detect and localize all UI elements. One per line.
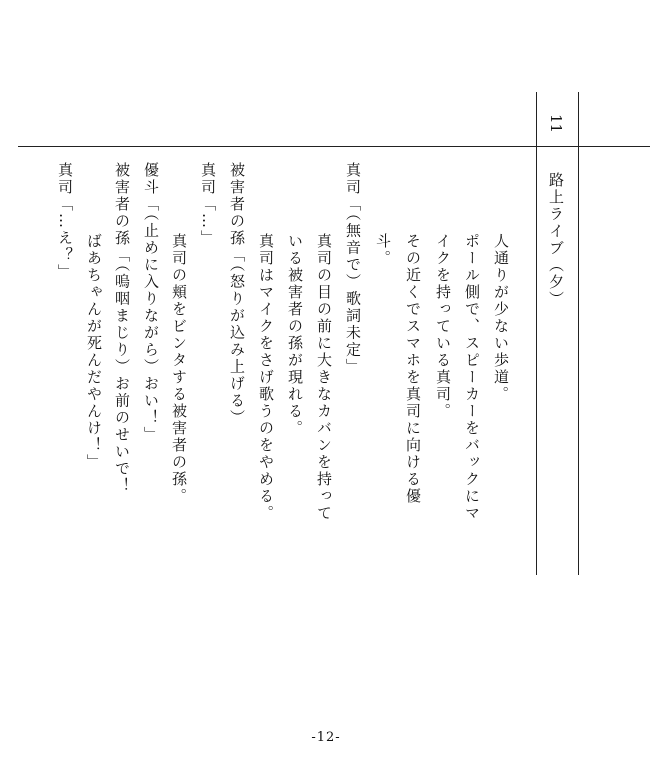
- action-line: イクを持っている真司。: [434, 233, 452, 420]
- scene-number: 11: [547, 114, 565, 134]
- action-line: 真司の目の前に大きなカバンを持って: [315, 233, 333, 522]
- scene-number-rule-right: [578, 92, 579, 575]
- dialogue-line: 被害者の孫「（怒りが込み上げる）: [228, 162, 246, 427]
- page-number: -12-: [311, 730, 341, 745]
- action-line: ポール側で、スピーカーをバックにマ: [463, 233, 481, 522]
- scene-heading: 路上ライブ（夕）: [547, 172, 565, 308]
- horizontal-rule: [18, 146, 650, 147]
- dialogue-line: 真司「（無音で）歌詞未定」: [344, 162, 362, 376]
- dialogue-line: 真司「…」: [199, 162, 217, 247]
- action-line: 斗。: [374, 233, 392, 267]
- dialogue-line: 優斗「（止めに入りながら）おい！」: [142, 162, 160, 444]
- action-line: いる被害者の孫が現れる。: [286, 233, 304, 437]
- action-line: 真司はマイクをさげ歌うのをやめる。: [257, 233, 275, 522]
- action-line: 真司の頬をビンタする被害者の孫。: [170, 233, 188, 505]
- dialogue-line: 被害者の孫「（嗚咽まじり）お前のせいで！: [113, 162, 131, 495]
- dialogue-line: 真司「…え？」: [56, 162, 74, 281]
- action-line: 人通りが少ない歩道。: [492, 233, 510, 403]
- dialogue-line: ばあちゃんが死んだやんけ！」: [85, 233, 103, 471]
- scene-number-rule-left: [536, 92, 537, 575]
- action-line: その近くでスマホを真司に向ける優: [404, 233, 422, 505]
